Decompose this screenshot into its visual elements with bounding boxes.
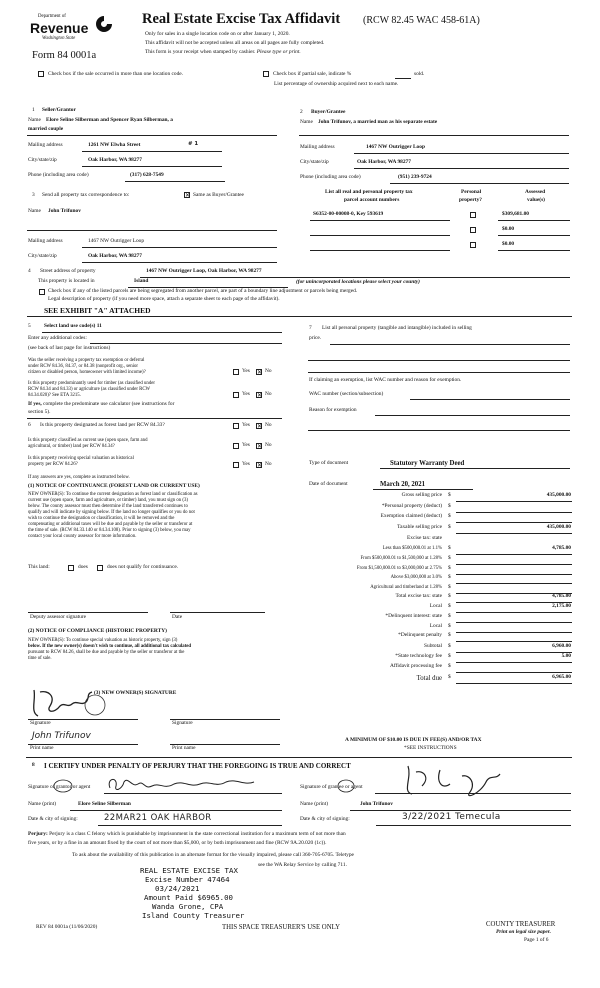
buyer-mailing[interactable]: 1467 NW Outrigger Loop <box>366 144 425 150</box>
county-label: This property is located in <box>38 278 95 284</box>
current-use-no-checkbox[interactable]: ✕ <box>257 443 263 450</box>
seller-phone-label: Phone (including area code) <box>28 172 89 178</box>
yes-label: Yes <box>242 368 250 374</box>
personal-property-checkbox[interactable] <box>470 242 476 248</box>
current-use-question: Is this property classified as current use (open space, farm and <box>28 438 148 443</box>
current-use-question-2: agricultural, or timber) land per RCW 84.34? <box>28 444 115 449</box>
dollar-sign: $ <box>448 613 451 619</box>
historic-question-2: property per RCW 84.26? <box>28 462 78 467</box>
tax-row-label: From $1,500,000.01 to $3,000,000 at 2.75% <box>356 566 442 571</box>
stamp-line-2: Excise Number 47464 <box>145 875 230 884</box>
historic-yes-checkbox[interactable] <box>233 462 239 468</box>
timber-question-2: RCW 84.34 and 84.33) or agriculture (as classified under RCW <box>28 387 151 392</box>
section8-num: 8 <box>32 762 35 768</box>
grantor-date-label: Date & city of signing: <box>28 816 78 822</box>
assessed-value[interactable]: $0.00 <box>502 241 515 247</box>
tax-row-line <box>456 522 572 523</box>
corr-label: Send all property tax correspondence to: <box>42 192 130 198</box>
tax-row-label: From $500,000.01 to $1,500,000 at 1.28% <box>360 556 442 561</box>
grantor-signature-label: Signature of grantor or agent <box>28 784 91 790</box>
does-label: does <box>78 564 88 570</box>
exemption-question-3: citizen or disabled person, homeowner with limited income)? <box>28 370 146 375</box>
note-1: Only for sales in a single location code on or after January 1, 2020. <box>145 31 290 37</box>
buyer-name-label: Name <box>300 119 313 125</box>
corr-name-label: Name <box>28 208 41 214</box>
partial-sale-label: Check box if partial sale, indicate % <box>273 71 352 77</box>
personal-property-label-2: price. <box>309 335 322 341</box>
personal-property-checkbox[interactable] <box>470 227 476 233</box>
grantor-circle-icon <box>52 778 74 794</box>
grantor-name-print-label: Name (print) <box>28 801 56 807</box>
seller-city[interactable]: Oak Harbor, WA 98277 <box>88 157 142 163</box>
exemption-question: Was the seller receiving a property tax exemption or deferral <box>28 358 145 363</box>
tax-row-label: Excise tax: state <box>406 535 442 541</box>
current-use-yes-checkbox[interactable] <box>233 443 239 449</box>
no-label: No <box>265 368 272 374</box>
personal-col-header-2: property? <box>459 197 482 203</box>
buyer-name[interactable]: John Trifunov, a married man as his separate estate <box>318 119 438 125</box>
buyer-phone[interactable]: (951) 239-9724 <box>398 174 432 180</box>
dollar-sign: $ <box>448 623 451 629</box>
grantee-circle-icon <box>80 690 110 720</box>
tax-row-value[interactable]: 6,965.00 <box>552 674 571 680</box>
grantee-date-label: Date & city of signing: <box>300 816 350 822</box>
treasurer-use-only: THIS SPACE TREASURER'S USE ONLY <box>222 924 341 931</box>
tax-row-value[interactable]: 435,000.00 <box>546 492 571 498</box>
seller-mailing-label: Mailing address <box>28 142 63 148</box>
new-owner-signature-label: Signature <box>30 720 51 726</box>
seller-phone[interactable]: (317) 628-7549 <box>130 172 164 178</box>
if-yes-note: If yes, complete the predominate use calculator (see instructions for <box>28 401 175 407</box>
any-yes-note: If any answers are yes, complete as instructed below. <box>28 475 130 480</box>
tax-row-label: Total excise tax: state <box>395 593 442 599</box>
grantee-name-print-label: Name (print) <box>300 801 328 807</box>
tax-row-label: Gross selling price <box>401 492 442 498</box>
tax-row-line <box>456 622 572 623</box>
dor-logo-icon <box>94 14 114 34</box>
state-label: Washington State <box>42 36 76 41</box>
dollar-sign: $ <box>448 524 451 530</box>
property-num: 4 <box>28 268 31 274</box>
personal-property-label: List all personal property (tangible and intangible) included in selling <box>322 325 472 331</box>
timber-question-3: 84.34.020)? See ETA 3215. <box>28 393 81 398</box>
tax-row-line <box>456 662 572 663</box>
tax-row-label: *Delinquent interest: state <box>385 613 442 619</box>
dollar-sign: $ <box>448 663 451 669</box>
dollar-sign: $ <box>448 545 451 551</box>
note-3: This form is your receipt when stamped by cashier. Please type or print. <box>145 49 301 55</box>
new-owner-signature-label-2: Signature <box>172 720 193 726</box>
stamp-line-3: 03/24/2021 <box>155 884 200 893</box>
assessed-col-header-2: value(s) <box>527 197 545 203</box>
dollar-sign: $ <box>448 674 451 680</box>
tax-row-line <box>456 683 572 684</box>
new-owner-signature-title: (3) NEW OWNER(S) SIGNATURE <box>94 690 177 696</box>
grantor-date-city[interactable]: 22MAR21 OAK HARBOR <box>104 813 212 823</box>
notice-continuance-text: wish to continue the designation or classification, it will be removed and the <box>28 516 175 521</box>
sold-label: sold. <box>414 71 425 77</box>
tax-row-line <box>456 574 572 575</box>
notice-continuance-text: contact your local county assessor for more information. <box>28 534 137 539</box>
tax-row-line <box>456 533 572 534</box>
tax-row-line <box>456 641 572 642</box>
dollar-sign: $ <box>448 503 451 509</box>
notice-compliance-title: (2) NOTICE OF COMPLIANCE (HISTORIC PROPERTY) <box>28 628 167 634</box>
multi-location-checkbox[interactable] <box>38 71 44 77</box>
dollar-sign: $ <box>448 574 451 580</box>
exemption-no-checkbox[interactable]: ✕ <box>257 369 263 376</box>
seller-name-label: Name <box>28 117 41 123</box>
tax-row-label: Less than $500,000.01 at 1.1% <box>382 546 442 551</box>
seller-name-2[interactable]: married couple <box>28 126 64 132</box>
see-back-label: (see back of last page for instructions) <box>28 345 111 351</box>
dollar-sign: $ <box>448 632 451 638</box>
legal-description-label: Legal description of property (if you need more space, attach a separate sheet to each page of the affidavit). <box>48 296 280 302</box>
notice-continuance-text: below. The county assessor must then determine if the land transferred continues to <box>28 504 188 509</box>
section7-num: 7 <box>309 325 312 331</box>
exemption-yes-checkbox[interactable] <box>233 369 239 375</box>
tax-row-label: *Delinquent penalty <box>398 632 442 638</box>
corr-name[interactable]: John Trifunov <box>48 208 81 214</box>
tax-row-label: Affidavit processing fee <box>390 663 442 669</box>
property-street[interactable]: 1467 NW Outrigger Loop, Oak Harbor, WA 98277 <box>146 268 262 274</box>
alt-format-line-2: see the WA Relay Service by calling 711. <box>258 862 347 868</box>
deputy-date-label: Date <box>172 614 183 620</box>
see-instructions-note: *SEE INSTRUCTIONS <box>404 745 457 751</box>
street-label: Street address of property <box>40 268 96 274</box>
historic-question: Is this property receiving special valuation as historical <box>28 456 134 461</box>
tax-row-label: Agricultural and timberland at 1.28% <box>370 585 442 590</box>
note-2: This affidavit will not be accepted unless all areas on all pages are fully completed. <box>145 40 325 46</box>
tax-row-label: Local <box>429 623 442 629</box>
does-qualify-checkbox[interactable] <box>68 565 74 571</box>
dollar-sign: $ <box>448 593 451 599</box>
buyer-heading: Buyer/Grantee <box>311 109 346 115</box>
yes-label: Yes <box>242 391 250 397</box>
does-not-qualify-checkbox[interactable] <box>97 565 103 571</box>
corr-city[interactable]: Oak Harbor, WA 98277 <box>88 253 142 259</box>
segregate-label: Check box if any of the listed parcels are being segregated from another parcel, are part of a boundary line adjustment or parcels being merged. <box>48 288 358 294</box>
stamp-line-5: Wanda Grone, CPA <box>152 902 224 911</box>
tax-row-value[interactable]: 4,785.00 <box>552 545 571 551</box>
tax-row-line <box>456 672 572 673</box>
corr-num: 3 <box>32 192 35 198</box>
county-note: (for unincorporated locations please select your county) <box>296 279 420 285</box>
seller-city-label: City/state/zip <box>28 157 57 163</box>
tax-row-value[interactable]: 6,960.00 <box>552 643 571 649</box>
alt-format-line-1: To ask about the availability of this publication in an alternate format for the visually impaired, please call 360-705-6705. Teletype <box>72 852 354 858</box>
no-label: No <box>265 442 272 448</box>
form-number: Form 84 0001a <box>32 50 97 61</box>
doc-type-value[interactable]: Statutory Warranty Deed <box>390 460 465 467</box>
tax-row-label: Subtotal <box>424 643 442 649</box>
buyer-num: 2 <box>300 109 303 115</box>
if-yes-note-2: section 5). <box>28 409 51 415</box>
buyer-city[interactable]: Oak Harbor, WA 98277 <box>357 159 411 165</box>
stamp-line-1: REAL ESTATE EXCISE TAX <box>140 866 238 875</box>
buyer-phone-label: Phone (including area code) <box>300 174 361 180</box>
assessed-col-header: Assessed <box>525 189 546 195</box>
grantee-signature-label: Signature of grantee or agent <box>300 784 363 790</box>
notice-compliance-text: time of sale. <box>28 656 52 661</box>
page-number: Page 1 of 6 <box>524 937 549 943</box>
forest-no-checkbox[interactable]: ✕ <box>257 423 263 430</box>
county-value[interactable]: Island <box>134 278 149 284</box>
tax-row-line <box>456 632 572 633</box>
exemption-label: If claiming an exemption, list WAC number and reason for exemption. <box>309 377 462 383</box>
personal-col-header: Personal <box>461 189 482 195</box>
list-percentage: List percentage of ownership acquired next to each name. <box>274 81 399 87</box>
no-label: No <box>265 422 272 428</box>
dept-label: Department of <box>38 14 66 19</box>
parcel-col-header: List all real and personal property tax <box>325 189 413 195</box>
timber-yes-checkbox[interactable] <box>233 392 239 398</box>
notice-compliance-text: NEW OWNER(S): To continue special valuation as historic property, sign (3) <box>28 638 178 643</box>
tax-row-label: Total due <box>416 675 442 682</box>
rev-number: REV 84 0001a (11/06/2020) <box>36 924 98 930</box>
buyer-mailing-label: Mailing address <box>300 144 335 150</box>
corr-mailing[interactable]: 1467 NW Outrigger Loop <box>88 238 145 244</box>
grantee-handwritten-signature <box>400 760 550 800</box>
perjury-line-2: five years, or by a fine in an amount fixed by the court of not more than $5,000, or by both imprisonment and fine (RCW 9A.20.020 (1c)). <box>28 840 327 846</box>
seller-num: 1 <box>32 107 35 113</box>
doc-date-value[interactable]: March 20, 2021 <box>380 481 425 488</box>
grantee-name-print[interactable]: John Trifunov <box>360 801 393 807</box>
notice-continuance-text: qualify and will indicate by signing below. If the land no longer qualifies or you do not <box>28 510 195 515</box>
form-rcw: (RCW 82.45 WAC 458-61A) <box>363 15 480 26</box>
seller-mailing-mark: # 1 <box>188 141 199 147</box>
certify-statement: I CERTIFY UNDER PENALTY OF PERJURY THAT THE FOREGOING IS TRUE AND CORRECT <box>44 762 351 770</box>
dollar-sign: $ <box>448 603 451 609</box>
tax-row-line <box>456 554 572 555</box>
dollar-sign: $ <box>448 555 451 561</box>
new-owner-print-name[interactable]: John Trifunov <box>32 731 91 741</box>
tax-row-value[interactable]: 4,785.00 <box>552 593 571 599</box>
parcel-number[interactable]: S6352-00-00008-0, Key 593619 <box>313 211 384 217</box>
yes-label: Yes <box>242 442 250 448</box>
stamp-line-4: Amount Paid $6965.00 <box>144 893 233 902</box>
yes-label: Yes <box>242 461 250 467</box>
corr-mailing-label: Mailing address <box>28 238 63 244</box>
dollar-sign: $ <box>448 513 451 519</box>
notice-continuance-text: the time of sale. (RCW 84.33.140 or 84.34.108). Prior to signing (3) below, you may <box>28 528 191 533</box>
seller-heading: Seller/Grantor <box>42 107 76 113</box>
tax-row-value[interactable]: 435,000.00 <box>546 524 571 530</box>
additional-codes-label: Enter any additional codes: <box>28 335 87 341</box>
reason-label: Reason for exemption <box>309 407 357 413</box>
timber-question: Is this property predominantly used for timber (as classified under <box>28 381 155 386</box>
no-label: No <box>265 391 272 397</box>
form-title: Real Estate Excise Tax Affidavit <box>142 11 341 27</box>
historic-no-checkbox[interactable]: ✕ <box>257 462 263 469</box>
notice-continuance-text: current use (open space, farm and agriculture, or timber) land, you must sign on (3) <box>28 498 188 503</box>
deputy-signature-label: Deputy assessor signature <box>30 614 86 620</box>
personal-property-checkbox[interactable] <box>470 212 476 218</box>
tax-row-line <box>456 612 572 613</box>
parcel-col-header-2: parcel account numbers <box>344 197 400 203</box>
stamp-line-6: Island County Treasurer <box>142 911 245 920</box>
tax-row-label: *Personal property (deduct) <box>381 503 442 509</box>
does-not-label: does not qualify for continuance. <box>107 564 179 570</box>
print-name-label: Print name <box>30 745 54 751</box>
tax-row-value[interactable]: 2,175.00 <box>552 603 571 609</box>
doc-date-label: Date of document <box>309 481 348 487</box>
section6-num: 6 <box>28 422 31 428</box>
assessed-value[interactable]: $309,681.00 <box>502 211 529 217</box>
tax-row-label: Local <box>429 603 442 609</box>
dollar-sign: $ <box>448 492 451 498</box>
revenue-logo: Revenue <box>30 20 89 36</box>
same-as-buyer-label: Same as Buyer/Grantee <box>193 192 244 198</box>
dollar-sign: $ <box>448 653 451 659</box>
dollar-sign: $ <box>448 643 451 649</box>
grantee-date-city[interactable]: 3/22/2021 Temecula <box>402 812 501 822</box>
forest-question: Is this property designated as forest land per RCW 84.33? <box>40 422 165 428</box>
tax-row-line <box>456 501 572 502</box>
partial-sale-checkbox[interactable] <box>263 71 269 77</box>
forest-yes-checkbox[interactable] <box>233 423 239 429</box>
this-land-label: This land: <box>28 564 50 570</box>
notice-compliance-text: pursuant to RCW 84.26, shall be due and payable by the seller or transferor at the <box>28 650 185 655</box>
tax-row-label: Above $3,000,000 at 3.0% <box>390 575 442 580</box>
tax-row-label: *State technology fee <box>395 653 442 659</box>
county-treasurer-label: COUNTY TREASURER <box>486 921 556 928</box>
wac-label: WAC number (section/subsection) <box>309 391 384 397</box>
tax-row-label: Exemption claimed (deduct) <box>380 513 442 519</box>
doc-type-label: Type of document <box>309 460 349 466</box>
legal-paper-note: Print on legal size paper. <box>496 929 551 935</box>
tax-row-line <box>456 652 572 653</box>
minimum-note: A MINIMUM OF $10.00 IS DUE IN FEE(S) AND/OR TAX <box>345 737 482 743</box>
exemption-question-2: under RCW 84.36, 84.37, or 84.38 (nonprofit org., senior <box>28 364 139 369</box>
timber-no-checkbox[interactable]: ✕ <box>257 392 263 399</box>
seller-name[interactable]: Elore Seline Silberman and Spencer Ryan Silberman, a <box>46 117 173 123</box>
yes-label: Yes <box>242 422 250 428</box>
notice-continuance-title: (1) NOTICE OF CONTINUANCE (FOREST LAND OR CURRENT USE) <box>28 483 200 489</box>
section5-num: 5 <box>28 323 31 329</box>
print-name-label-2: Print name <box>172 745 196 751</box>
segregate-checkbox[interactable] <box>39 289 45 295</box>
tax-row-line <box>456 512 572 513</box>
notice-continuance-text: NEW OWNER(S): To continue the current designation as forest land or classification as <box>28 492 198 497</box>
buyer-city-label: City/state/zip <box>300 159 329 165</box>
tax-row-line <box>456 564 572 565</box>
notice-compliance-text: below. If the new owner(s) doesn't wish to continue, all additional tax calculated <box>28 644 192 649</box>
same-as-buyer-checkbox[interactable]: ✕ <box>185 192 191 199</box>
grantee-sig-circle-icon <box>336 778 356 794</box>
no-label: No <box>265 461 272 467</box>
notice-continuance-text: compensating or additional taxes will be due and payable by the seller or transferor at <box>28 522 193 527</box>
assessed-value[interactable]: $0.00 <box>502 226 515 232</box>
multi-location-label: Check box if the sale occurred in more than one location code. <box>48 71 184 77</box>
grantor-name-print[interactable]: Elore Seline Silberman <box>78 801 131 807</box>
land-use-code[interactable]: Select land use code(s) 11 <box>44 323 102 329</box>
tax-row-line <box>456 583 572 584</box>
tax-row-label: Taxable selling price <box>397 524 442 530</box>
dollar-sign: $ <box>448 584 451 590</box>
seller-mailing[interactable]: 1261 NW Elwha Street <box>88 142 141 148</box>
tax-row-value[interactable]: 5.00 <box>561 653 571 659</box>
corr-city-label: City/state/zip <box>28 253 57 259</box>
legal-description[interactable]: SEE EXHIBIT "A" ATTACHED <box>44 306 151 315</box>
dollar-sign: $ <box>448 565 451 571</box>
perjury-line-1: Perjury: Perjury is a class C felony which is punishable by imprisonment in the state correctional institution for a maximum term of not more than <box>28 831 346 837</box>
